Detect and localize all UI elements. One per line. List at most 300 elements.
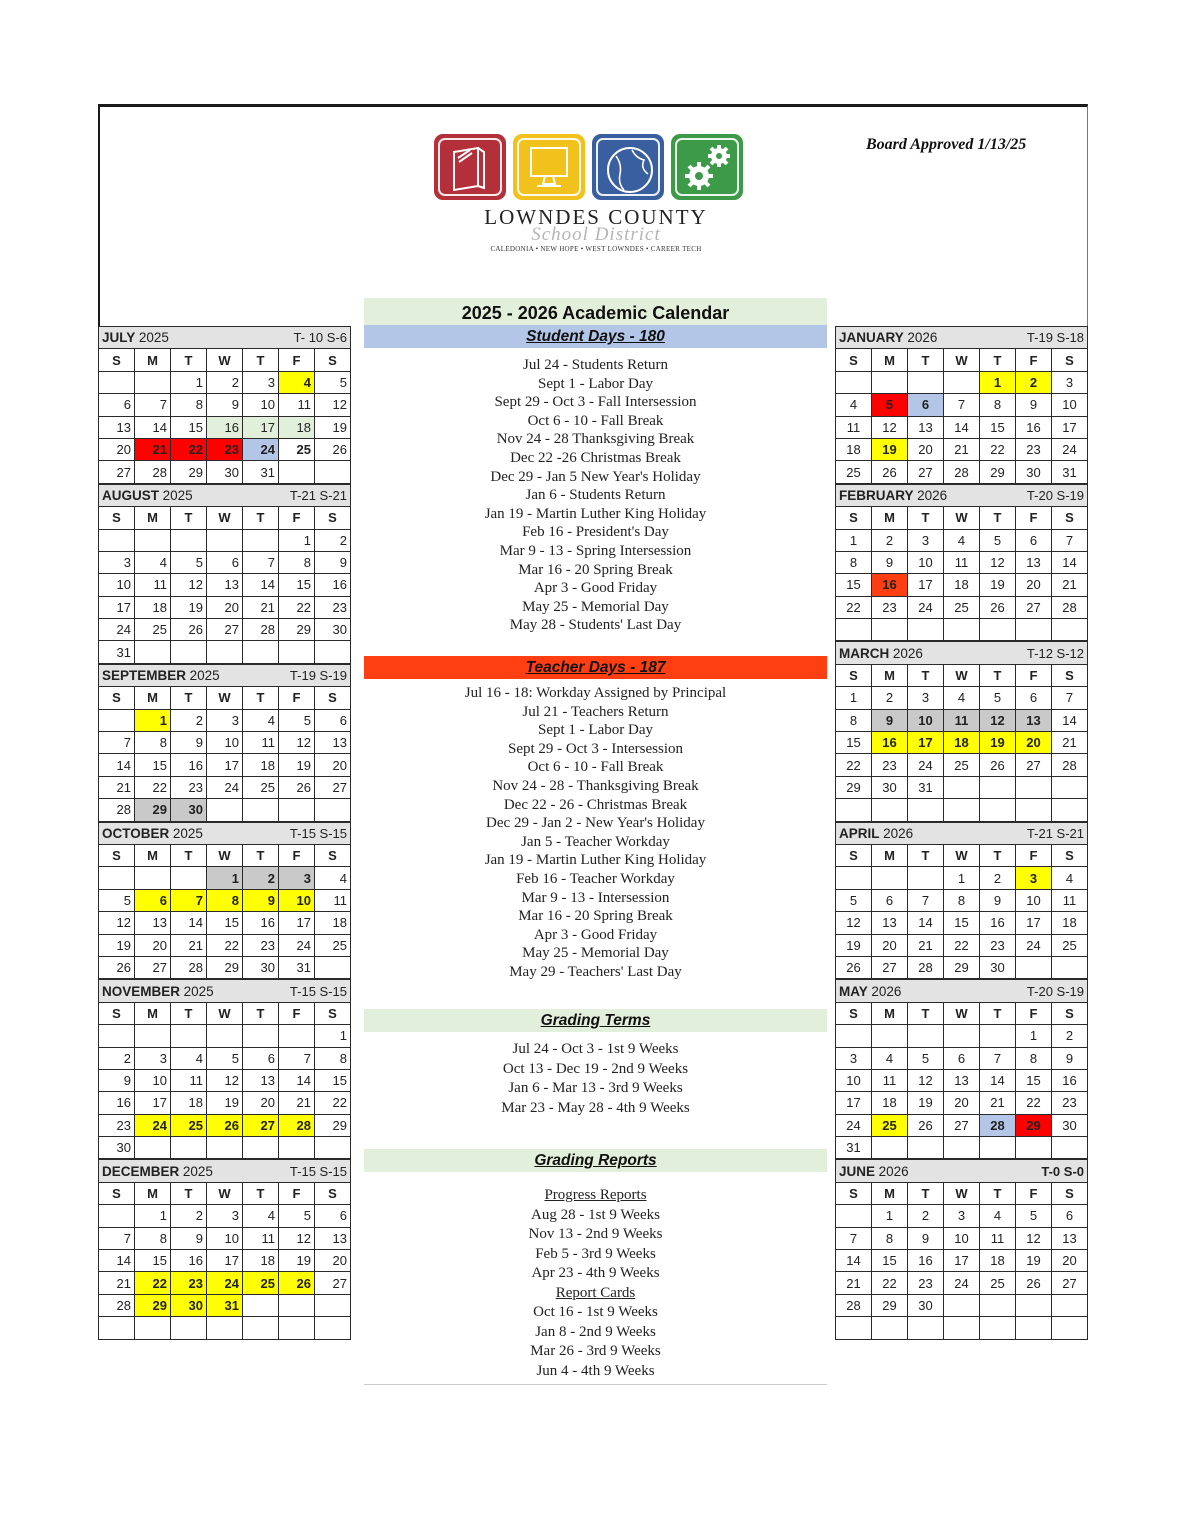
empty-cell <box>279 1137 315 1159</box>
month-january <box>835 326 1088 484</box>
month-march <box>835 641 1088 821</box>
day-cell: 8 <box>135 732 171 754</box>
day-cell: 22 <box>872 1272 908 1294</box>
weekday-label: W <box>944 1182 980 1204</box>
empty-cell <box>243 1294 279 1316</box>
empty-cell <box>836 619 872 641</box>
day-cell: 7 <box>99 1227 135 1249</box>
month-header <box>99 327 351 349</box>
day-cell: 5 <box>980 529 1016 551</box>
weekday-label: S <box>836 1182 872 1204</box>
day-cell: 13 <box>99 416 135 438</box>
empty-cell <box>836 1025 872 1047</box>
weekday-label: T <box>980 1002 1016 1024</box>
day-cell: 26 <box>872 461 908 483</box>
day-cell: 22 <box>836 754 872 776</box>
empty-cell <box>836 371 872 393</box>
day-cell: 16 <box>980 912 1016 934</box>
month-year: 2025 <box>138 330 169 346</box>
month-year: 2026 <box>878 1163 909 1179</box>
empty-cell <box>944 799 980 821</box>
empty-cell <box>980 1294 1016 1316</box>
day-cell: 24 <box>279 934 315 956</box>
weekday-label: W <box>944 349 980 371</box>
day-cell: 1 <box>171 371 207 393</box>
month-year: 2026 <box>871 983 902 999</box>
empty-cell <box>99 371 135 393</box>
day-cell: 18 <box>315 912 351 934</box>
day-cell: 15 <box>315 1069 351 1091</box>
day-cell: 6 <box>1016 529 1052 551</box>
day-cell: 17 <box>99 596 135 618</box>
month-year: 2025 <box>183 983 214 999</box>
weekday-label: T <box>171 844 207 866</box>
day-cell: 20 <box>207 596 243 618</box>
weekday-label: M <box>135 349 171 371</box>
day-cell: 8 <box>171 394 207 416</box>
month-name: SEPTEMBER <box>102 668 187 684</box>
day-cell: 16 <box>171 1250 207 1272</box>
day-cell: 29 <box>135 1294 171 1316</box>
empty-cell <box>207 799 243 821</box>
day-cell: 5 <box>836 889 872 911</box>
weekday-label: W <box>944 844 980 866</box>
empty-cell <box>315 1137 351 1159</box>
student-day-item: Jan 19 - Martin Luther King Holiday <box>484 505 707 522</box>
day-cell: 26 <box>908 1114 944 1136</box>
day-cell: 11 <box>944 551 980 573</box>
month-header <box>836 1160 1088 1182</box>
day-cell: 9 <box>99 1069 135 1091</box>
teacher-day-item: May 29 - Teachers' Last Day <box>509 963 682 980</box>
day-cell: 15 <box>1016 1069 1052 1091</box>
day-cell: 11 <box>135 574 171 596</box>
day-cell: 15 <box>135 754 171 776</box>
empty-cell <box>836 1205 872 1227</box>
day-cell: 12 <box>908 1069 944 1091</box>
day-cell: 29 <box>135 799 171 821</box>
day-cell: 13 <box>1016 551 1052 573</box>
day-cell: 10 <box>1016 889 1052 911</box>
day-cell: 14 <box>836 1250 872 1272</box>
weekday-label: M <box>872 349 908 371</box>
student-day-item: Jan 6 - Students Return <box>525 487 666 504</box>
day-cell: 31 <box>243 461 279 483</box>
day-cell: 4 <box>243 1205 279 1227</box>
day-cell: 15 <box>207 912 243 934</box>
day-cell: 28 <box>135 461 171 483</box>
day-cell: 15 <box>836 732 872 754</box>
month-name: AUGUST <box>102 487 159 503</box>
day-cell: 23 <box>908 1272 944 1294</box>
weekday-label: T <box>908 1002 944 1024</box>
day-count: T-21 S-21 <box>289 487 347 503</box>
weekday-label: F <box>279 687 315 709</box>
weekday-label: M <box>872 507 908 529</box>
day-cell: 21 <box>980 1092 1016 1114</box>
day-cell: 23 <box>315 596 351 618</box>
day-cell: 25 <box>980 1272 1016 1294</box>
empty-cell <box>315 956 351 978</box>
day-cell: 21 <box>908 934 944 956</box>
teacher-day-item: Sept 1 - Labor Day <box>538 722 653 739</box>
day-cell: 9 <box>980 889 1016 911</box>
day-cell: 19 <box>908 1092 944 1114</box>
empty-cell <box>279 1025 315 1047</box>
day-cell: 12 <box>315 394 351 416</box>
day-cell: 20 <box>1052 1250 1088 1272</box>
empty-cell <box>1016 776 1052 798</box>
month-header <box>836 642 1088 664</box>
day-cell: 9 <box>1016 394 1052 416</box>
month-october <box>98 822 351 980</box>
day-cell: 25 <box>315 934 351 956</box>
weekday-label: M <box>135 1182 171 1204</box>
page-title: 2025 - 2026 Academic Calendar <box>364 298 827 325</box>
report-card-item: Jun 4 - 4th 9 Weeks <box>536 1362 655 1379</box>
day-cell: 9 <box>171 732 207 754</box>
day-count: T-21 S-21 <box>1026 825 1084 841</box>
day-cell: 14 <box>1052 551 1088 573</box>
day-cell: 1 <box>315 1025 351 1047</box>
empty-cell <box>315 1317 351 1339</box>
teacher-day-item: Mar 9 - 13 - Intersession <box>521 889 670 906</box>
empty-cell <box>1052 956 1088 978</box>
weekday-label: T <box>980 1182 1016 1204</box>
empty-cell <box>872 619 908 641</box>
day-cell: 20 <box>908 438 944 460</box>
weekday-label: S <box>836 844 872 866</box>
day-cell: 25 <box>836 461 872 483</box>
day-cell: 30 <box>980 956 1016 978</box>
weekday-label: W <box>207 507 243 529</box>
month-year: 2026 <box>917 487 948 503</box>
day-cell: 7 <box>908 889 944 911</box>
progress-report-item: Aug 28 - 1st 9 Weeks <box>531 1206 660 1223</box>
empty-cell <box>944 619 980 641</box>
day-cell: 21 <box>1052 574 1088 596</box>
day-cell: 26 <box>171 619 207 641</box>
day-cell: 6 <box>315 709 351 731</box>
day-cell: 17 <box>908 732 944 754</box>
day-cell: 7 <box>1052 529 1088 551</box>
weekday-label: M <box>135 1002 171 1024</box>
day-cell: 28 <box>908 956 944 978</box>
day-cell: 1 <box>1016 1025 1052 1047</box>
day-count: T-15 S-15 <box>289 825 347 841</box>
day-cell: 2 <box>980 867 1016 889</box>
student-day-item: Dec 29 - Jan 5 New Year's Holiday <box>490 468 701 485</box>
day-cell: 5 <box>872 394 908 416</box>
empty-cell <box>944 371 980 393</box>
day-count: T-20 S-19 <box>1026 487 1084 503</box>
empty-cell <box>908 1317 944 1339</box>
day-cell: 11 <box>171 1069 207 1091</box>
empty-cell <box>980 776 1016 798</box>
month-name: JANUARY <box>839 330 904 346</box>
day-cell: 8 <box>207 889 243 911</box>
day-cell: 22 <box>980 438 1016 460</box>
student-day-item: May 25 - Memorial Day <box>522 598 669 615</box>
day-cell: 29 <box>207 956 243 978</box>
teacher-day-item: Sept 29 - Oct 3 - Intersession <box>508 740 683 757</box>
empty-cell <box>315 1294 351 1316</box>
empty-cell <box>171 1025 207 1047</box>
empty-cell <box>207 1317 243 1339</box>
day-cell: 23 <box>99 1114 135 1136</box>
day-cell: 28 <box>99 1294 135 1316</box>
empty-cell <box>836 799 872 821</box>
weekday-label: S <box>99 349 135 371</box>
day-cell: 19 <box>980 732 1016 754</box>
day-cell: 5 <box>980 687 1016 709</box>
day-cell: 5 <box>279 1205 315 1227</box>
day-cell: 24 <box>944 1272 980 1294</box>
empty-cell <box>135 867 171 889</box>
day-cell: 16 <box>315 574 351 596</box>
month-november <box>98 979 351 1159</box>
day-cell: 15 <box>980 416 1016 438</box>
weekday-label: W <box>944 507 980 529</box>
weekday-label: M <box>135 844 171 866</box>
day-cell: 13 <box>135 912 171 934</box>
weekday-label: S <box>836 1002 872 1024</box>
empty-cell <box>315 799 351 821</box>
teacher-days-list <box>364 684 827 982</box>
day-cell: 12 <box>279 732 315 754</box>
day-cell: 23 <box>1016 438 1052 460</box>
day-cell: 26 <box>836 956 872 978</box>
weekday-label: M <box>872 664 908 686</box>
day-cell: 27 <box>99 461 135 483</box>
day-cell: 2 <box>171 709 207 731</box>
weekday-label: F <box>279 1182 315 1204</box>
empty-cell <box>980 799 1016 821</box>
weekday-label: F <box>279 507 315 529</box>
day-cell: 13 <box>207 574 243 596</box>
month-header <box>836 327 1088 349</box>
day-cell: 28 <box>279 1114 315 1136</box>
day-cell: 24 <box>207 1272 243 1294</box>
empty-cell <box>836 1317 872 1339</box>
weekday-label: S <box>1052 1182 1088 1204</box>
day-cell: 27 <box>944 1114 980 1136</box>
day-cell: 14 <box>135 416 171 438</box>
day-cell: 10 <box>279 889 315 911</box>
day-cell: 3 <box>243 371 279 393</box>
day-cell: 22 <box>135 1272 171 1294</box>
day-count: T-19 S-18 <box>1026 330 1084 346</box>
day-cell: 4 <box>315 867 351 889</box>
empty-cell <box>99 1025 135 1047</box>
empty-cell <box>99 529 135 551</box>
weekday-label: S <box>836 664 872 686</box>
day-cell: 21 <box>836 1272 872 1294</box>
day-cell: 28 <box>1052 754 1088 776</box>
day-cell: 24 <box>243 438 279 460</box>
day-cell: 19 <box>171 596 207 618</box>
day-cell: 20 <box>99 438 135 460</box>
day-cell: 30 <box>171 799 207 821</box>
day-cell: 4 <box>279 371 315 393</box>
empty-cell <box>980 1025 1016 1047</box>
empty-cell <box>171 1137 207 1159</box>
empty-cell <box>279 799 315 821</box>
day-cell: 18 <box>135 596 171 618</box>
day-cell: 19 <box>207 1092 243 1114</box>
day-cell: 25 <box>872 1114 908 1136</box>
teacher-day-item: Dec 29 - Jan 2 - New Year's Holiday <box>486 815 705 832</box>
student-days-list <box>364 356 827 635</box>
day-cell: 18 <box>944 574 980 596</box>
day-cell: 25 <box>1052 934 1088 956</box>
day-cell: 17 <box>207 1250 243 1272</box>
weekday-label: M <box>872 844 908 866</box>
day-cell: 24 <box>908 754 944 776</box>
day-cell: 4 <box>836 394 872 416</box>
day-cell: 4 <box>944 687 980 709</box>
month-year: 2025 <box>162 487 193 503</box>
day-cell: 8 <box>135 1227 171 1249</box>
day-cell: 23 <box>872 596 908 618</box>
day-cell: 21 <box>99 1272 135 1294</box>
day-cell: 31 <box>836 1137 872 1159</box>
day-cell: 12 <box>279 1227 315 1249</box>
day-cell: 5 <box>279 709 315 731</box>
day-cell: 3 <box>1016 867 1052 889</box>
day-cell: 28 <box>243 619 279 641</box>
day-cell: 26 <box>207 1114 243 1136</box>
day-cell: 12 <box>99 912 135 934</box>
weekday-label: W <box>207 844 243 866</box>
day-cell: 20 <box>243 1092 279 1114</box>
day-cell: 18 <box>872 1092 908 1114</box>
month-june <box>835 1159 1088 1339</box>
empty-cell <box>99 1205 135 1227</box>
report-card-item: Oct 16 - 1st 9 Weeks <box>533 1304 658 1320</box>
weekday-label: T <box>980 507 1016 529</box>
day-cell: 5 <box>908 1047 944 1069</box>
teacher-days-heading: Teacher Days - 187 <box>364 656 827 679</box>
empty-cell <box>243 1317 279 1339</box>
weekday-label: S <box>315 1182 351 1204</box>
weekday-label: S <box>315 687 351 709</box>
day-cell: 25 <box>279 438 315 460</box>
month-december <box>98 1159 351 1339</box>
day-count: T-0 S-0 <box>1041 1163 1084 1179</box>
empty-cell <box>171 529 207 551</box>
weekday-label: T <box>980 349 1016 371</box>
day-cell: 22 <box>836 596 872 618</box>
day-cell: 27 <box>872 956 908 978</box>
day-cell: 8 <box>944 889 980 911</box>
day-cell: 5 <box>99 889 135 911</box>
day-count: T-15 S-15 <box>289 983 347 999</box>
day-cell: 10 <box>207 732 243 754</box>
day-cell: 16 <box>872 732 908 754</box>
day-cell: 27 <box>315 1272 351 1294</box>
day-cell: 8 <box>836 709 872 731</box>
month-year: 2026 <box>892 645 923 661</box>
day-cell: 27 <box>243 1114 279 1136</box>
empty-cell <box>243 799 279 821</box>
day-cell: 29 <box>944 956 980 978</box>
student-day-item: Feb 16 - President's Day <box>522 524 669 541</box>
day-cell: 26 <box>99 956 135 978</box>
day-cell: 14 <box>99 1250 135 1272</box>
day-cell: 2 <box>243 867 279 889</box>
weekday-label: T <box>171 349 207 371</box>
day-cell: 3 <box>279 867 315 889</box>
day-cell: 11 <box>1052 889 1088 911</box>
day-cell: 30 <box>1016 461 1052 483</box>
grading-term-item: Oct 13 - Dec 19 - 2nd 9 Weeks <box>502 1060 689 1077</box>
day-cell: 8 <box>315 1047 351 1069</box>
day-cell: 20 <box>944 1092 980 1114</box>
empty-cell <box>99 1317 135 1339</box>
day-cell: 13 <box>243 1069 279 1091</box>
day-cell: 1 <box>944 867 980 889</box>
day-cell: 5 <box>207 1047 243 1069</box>
day-cell: 1 <box>135 709 171 731</box>
teacher-day-item: Feb 16 - Teacher Workday <box>516 870 675 887</box>
day-cell: 6 <box>99 394 135 416</box>
day-cell: 26 <box>279 776 315 798</box>
progress-reports-label: Progress Reports <box>544 1187 647 1203</box>
teacher-day-item: Mar 16 - 20 Spring Break <box>518 908 673 925</box>
student-day-item: Oct 6 - 10 - Fall Break <box>527 412 664 429</box>
day-cell: 25 <box>243 776 279 798</box>
empty-cell <box>207 1137 243 1159</box>
day-cell: 31 <box>908 776 944 798</box>
day-cell: 8 <box>836 551 872 573</box>
day-cell: 20 <box>1016 732 1052 754</box>
day-cell: 1 <box>279 529 315 551</box>
weekday-label: W <box>944 664 980 686</box>
day-cell: 18 <box>1052 912 1088 934</box>
empty-cell <box>171 1317 207 1339</box>
day-cell: 6 <box>944 1047 980 1069</box>
day-cell: 2 <box>171 1205 207 1227</box>
day-cell: 15 <box>135 1250 171 1272</box>
day-cell: 9 <box>1052 1047 1088 1069</box>
month-year: 2025 <box>189 668 220 684</box>
months-column-right <box>835 326 1088 1340</box>
district-schools: CALEDONIA • NEW HOPE • WEST LOWNDES • CAREER TECH <box>490 245 702 253</box>
weekday-label: T <box>171 687 207 709</box>
day-cell: 17 <box>243 416 279 438</box>
weekday-label: F <box>1016 664 1052 686</box>
day-cell: 9 <box>872 551 908 573</box>
month-name: NOVEMBER <box>102 983 181 999</box>
day-cell: 17 <box>1016 912 1052 934</box>
weekday-label: S <box>1052 349 1088 371</box>
day-cell: 14 <box>944 416 980 438</box>
teacher-day-item: Nov 24 - 28 - Thanksgiving Break <box>492 777 699 794</box>
day-cell: 7 <box>1052 687 1088 709</box>
day-cell: 1 <box>207 867 243 889</box>
empty-cell <box>908 799 944 821</box>
day-cell: 11 <box>243 1227 279 1249</box>
month-may <box>835 979 1088 1159</box>
day-cell: 9 <box>872 709 908 731</box>
day-cell: 16 <box>1052 1069 1088 1091</box>
day-cell: 10 <box>908 551 944 573</box>
weekday-label: S <box>315 507 351 529</box>
weekday-label: T <box>908 349 944 371</box>
day-cell: 8 <box>279 551 315 573</box>
empty-cell <box>207 529 243 551</box>
